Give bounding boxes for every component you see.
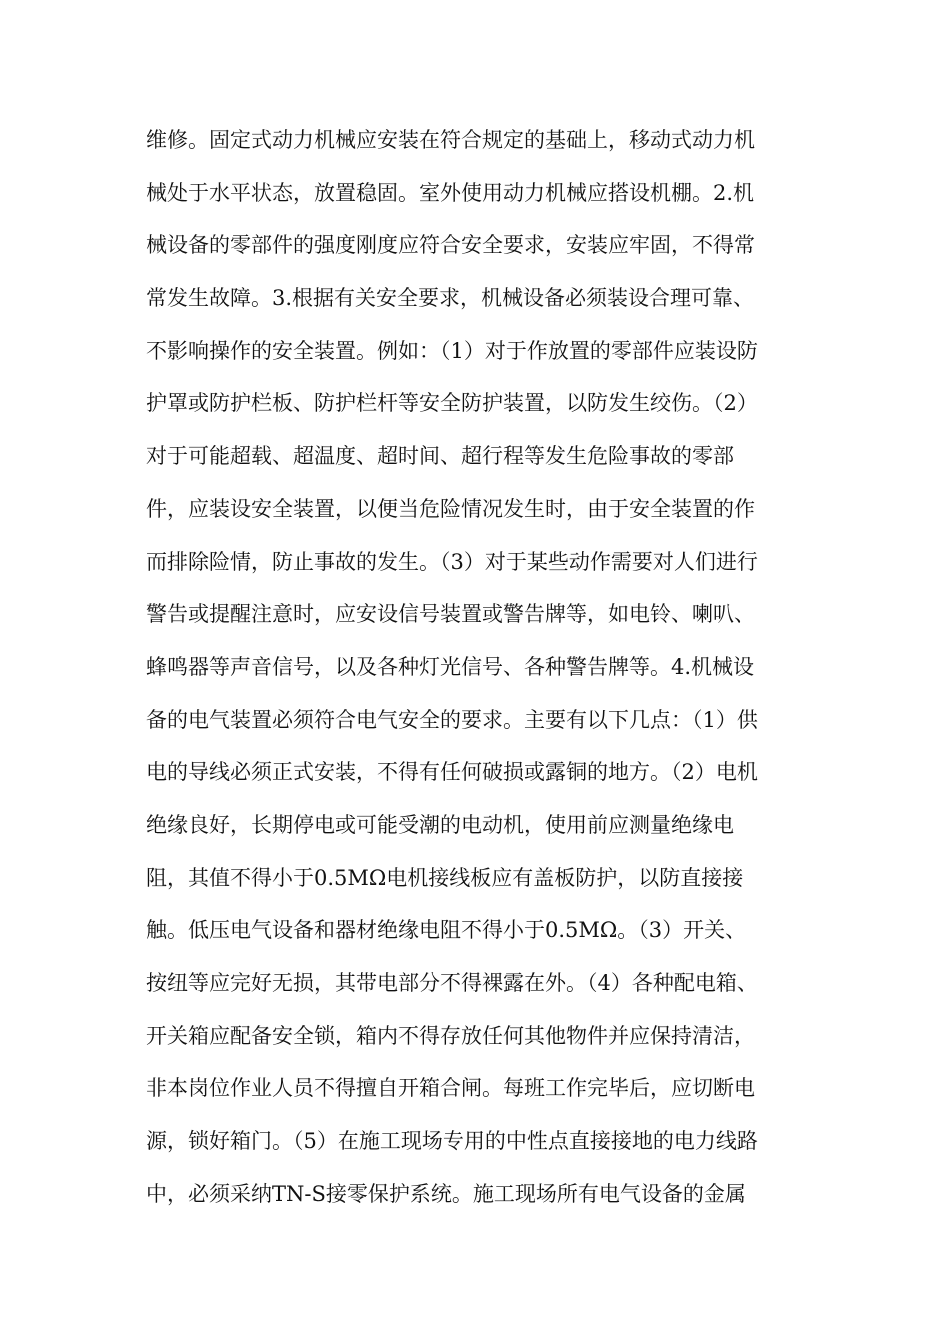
text-line: 绝缘良好，长期停电或可能受潮的电动机，使用前应测量绝缘电	[146, 812, 734, 837]
text-line: 而排除险情，防止事故的发生。（3）对于某些动作需要对人们进行	[146, 549, 758, 574]
text-line: 按纽等应完好无损，其带电部分不得裸露在外。（4）各种配电箱、	[146, 971, 758, 995]
text-line: 阻，其值不得小于0.5MΩ电机接线板应有盖板防护，以防直接接	[146, 865, 744, 890]
text-line: 源，锁好箱门。（5）在施工现场专用的中性点直接接地的电力线路	[146, 1129, 758, 1154]
body-text	[146, 114, 826, 1220]
text-line: 常发生故障。3.根据有关安全要求，机械设备必须装设合理可靠、	[146, 286, 755, 311]
text-line: 械处于水平状态，放置稳固。室外使用动力机械应搭设机棚。2.机	[146, 180, 755, 205]
text-line: 警告或提醒注意时，应安设信号装置或警告牌等，如电铃、喇叭、	[146, 602, 755, 627]
text-line: 开关箱应配备安全锁，箱内不得存放任何其他物件并应保持清洁，	[146, 1023, 755, 1048]
text-line: 蜂鸣器等声音信号，以及各种灯光信号、各种警告牌等。4.机械设	[146, 654, 755, 679]
text-line: 件，应装设安全装置，以便当危险情况发生时，由于安全装置的作	[146, 496, 755, 521]
text-line: 非本岗位作业人员不得擅自开箱合闸。每班工作完毕后，应切断电	[146, 1076, 755, 1101]
text-line: 电的导线必须正式安装，不得有任何破损或露铜的地方。（2）电机	[146, 760, 758, 785]
text-line: 不影响操作的安全装置。例如：（1）对于作放置的零部件应装设防	[146, 338, 758, 363]
text-line: 触。低压电气设备和器材绝缘电阻不得小于0.5MΩ。（3）开关、	[146, 918, 747, 943]
text-line: 维修。固定式动力机械应安装在符合规定的基础上，移动式动力机	[146, 128, 755, 152]
text-line: 护罩或防护栏板、防护栏杆等安全防护装置，以防发生绞伤。（2）	[146, 391, 758, 416]
text-line: 对于可能超载、超温度、超时间、超行程等发生危险事故的零部	[146, 444, 734, 469]
text-line: 备的电气装置必须符合电气安全的要求。主要有以下几点：（1）供	[146, 707, 758, 732]
text-line: 械设备的零部件的强度刚度应符合安全要求，安装应牢固，不得常	[146, 233, 755, 258]
text-line: 中，必须采纳TN-S接零保护系统。施工现场所有电气设备的金属	[146, 1181, 746, 1206]
